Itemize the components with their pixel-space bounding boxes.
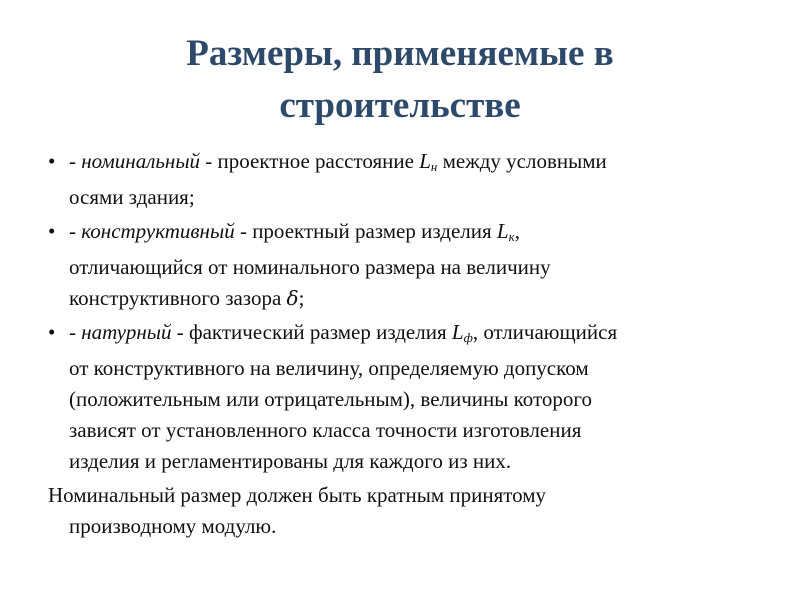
slide-title-line-2: строительстве [279, 85, 521, 126]
bullet: • [48, 219, 56, 243]
symbol-l-nominal [419, 149, 437, 173]
item-text: конструктивного зазора [69, 286, 287, 310]
item-text: - проектный размер изделия [234, 219, 497, 243]
item-lead: - [69, 149, 82, 173]
item-line [69, 317, 768, 353]
item-line: отличающийся от номинального размера на величину [69, 255, 551, 279]
item-line: изделия и регламентированы для каждого из них. [69, 449, 512, 473]
list-item-nominal [48, 146, 768, 213]
symbol-l-constructive [497, 219, 515, 243]
slide-body [48, 146, 768, 542]
item-line: осями здания; [69, 185, 195, 209]
item-text: - фактический размер изделия [171, 320, 452, 344]
item-text: - проектное расстояние [200, 149, 420, 173]
delta-symbol: δ [286, 286, 299, 310]
item-lead: - [69, 219, 82, 243]
note-paragraph [48, 480, 768, 542]
item-text: ; [298, 286, 305, 310]
symbol-subscript: ф [463, 330, 473, 345]
bullet: • [48, 149, 56, 173]
item-line: от конструктивного на величину, определяемую допуском [69, 356, 589, 380]
item-text: , [514, 219, 520, 243]
list-item-constructive [48, 216, 768, 314]
item-line [69, 146, 768, 182]
item-line: зависят от установленного класса точности изготовления [69, 418, 582, 442]
symbol-letter: L [496, 219, 509, 243]
term-actual: натурный [81, 320, 172, 344]
list-item-actual [48, 317, 768, 477]
item-line [69, 283, 768, 314]
bullet: • [48, 320, 56, 344]
item-text: между условными [437, 149, 607, 173]
symbol-letter: L [451, 320, 464, 344]
item-line: (положительным или отрицательным), величины которого [69, 387, 592, 411]
term-constructive: конструктивный [81, 219, 235, 243]
item-lead: - [69, 320, 82, 344]
symbol-subscript: н [430, 159, 438, 174]
symbol-letter: L [419, 149, 431, 173]
note-line: Номинальный размер должен быть кратным принятому [48, 483, 547, 507]
slide-title-line-1: Размеры, применяемые в [186, 33, 614, 74]
item-text: , отличающийся [472, 320, 618, 344]
note-line: производному модулю. [69, 514, 277, 538]
slide-title [0, 28, 800, 132]
term-nominal: номинальный [81, 149, 201, 173]
symbol-l-actual [452, 320, 473, 344]
item-line [69, 216, 768, 252]
symbol-subscript: к [508, 229, 515, 244]
